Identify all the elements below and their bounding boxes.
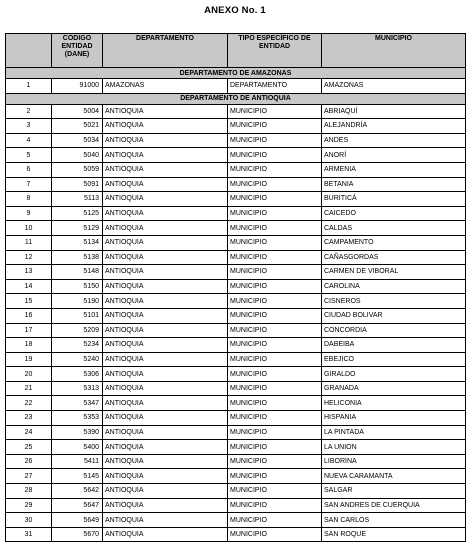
row-index: 18 [6,338,52,353]
row-index: 25 [6,440,52,455]
row-municipality: DABEIBA [322,338,466,353]
row-entity-type: MUNICIPIO [228,162,322,177]
header-department: DEPARTAMENTO [103,34,228,68]
row-entity-type: MUNICIPIO [228,265,322,280]
row-dane-code: 5004 [52,104,103,119]
row-dane-code: 5353 [52,411,103,426]
table-row [6,250,466,265]
row-dane-code: 5148 [52,265,103,280]
row-municipality: ANORÍ [322,148,466,163]
row-municipality: CALDAS [322,221,466,236]
row-department: ANTIOQUIA [103,162,228,177]
table-row [6,454,466,469]
row-dane-code: 5150 [52,279,103,294]
row-entity-type: MUNICIPIO [228,250,322,265]
row-entity-type: MUNICIPIO [228,381,322,396]
row-index: 10 [6,221,52,236]
row-index: 31 [6,527,52,542]
row-department: ANTIOQUIA [103,381,228,396]
row-municipality: CAÑASGORDAS [322,250,466,265]
section-row [6,68,466,79]
table-row [6,367,466,382]
table-row [6,396,466,411]
row-entity-type: MUNICIPIO [228,440,322,455]
table-row [6,484,466,499]
row-entity-type: MUNICIPIO [228,323,322,338]
row-entity-type: MUNICIPIO [228,206,322,221]
row-municipality: CAICEDO [322,206,466,221]
row-index: 28 [6,484,52,499]
table-row [6,279,466,294]
row-municipality: BETANIA [322,177,466,192]
row-entity-type: MUNICIPIO [228,279,322,294]
row-entity-type: MUNICIPIO [228,425,322,440]
row-index: 3 [6,119,52,134]
row-dane-code: 5034 [52,133,103,148]
row-department: ANTIOQUIA [103,440,228,455]
row-entity-type: MUNICIPIO [228,527,322,542]
row-index: 22 [6,396,52,411]
row-dane-code: 5101 [52,308,103,323]
row-dane-code: 5145 [52,469,103,484]
table-row [6,177,466,192]
row-department: ANTIOQUIA [103,133,228,148]
row-municipality: EBEJICO [322,352,466,367]
row-entity-type: MUNICIPIO [228,104,322,119]
table-row [6,192,466,207]
table-row [6,527,466,542]
row-dane-code: 5347 [52,396,103,411]
table-row [6,308,466,323]
row-municipality: HISPANIA [322,411,466,426]
row-dane-code: 5091 [52,177,103,192]
row-municipality: ALEJANDRÍA [322,119,466,134]
row-index: 5 [6,148,52,163]
table-row [6,294,466,309]
row-entity-type: MUNICIPIO [228,469,322,484]
row-dane-code: 5134 [52,235,103,250]
row-municipality: GRANADA [322,381,466,396]
row-department: ANTIOQUIA [103,279,228,294]
row-entity-type: MUNICIPIO [228,148,322,163]
table-row [6,235,466,250]
row-department: ANTIOQUIA [103,192,228,207]
row-department: ANTIOQUIA [103,104,228,119]
row-index: 19 [6,352,52,367]
row-municipality: CAROLINA [322,279,466,294]
row-municipality: LIBORINA [322,454,466,469]
row-municipality: CIUDAD BOLIVAR [322,308,466,323]
row-municipality: ABRIAQUÍ [322,104,466,119]
row-entity-type: MUNICIPIO [228,484,322,499]
header-index [6,34,52,68]
row-index: 7 [6,177,52,192]
table-row [6,513,466,528]
row-department: ANTIOQUIA [103,425,228,440]
table-row [6,469,466,484]
row-index: 26 [6,454,52,469]
row-index: 15 [6,294,52,309]
row-dane-code: 5400 [52,440,103,455]
row-department: ANTIOQUIA [103,454,228,469]
section-heading: DEPARTAMENTO DE AMAZONAS [6,68,466,79]
row-index: 14 [6,279,52,294]
row-index: 1 [6,79,52,94]
row-dane-code: 5125 [52,206,103,221]
row-department: ANTIOQUIA [103,177,228,192]
row-entity-type: MUNICIPIO [228,119,322,134]
table-row [6,425,466,440]
row-department: ANTIOQUIA [103,513,228,528]
header-entity-type: TIPO ESPECÍFICO DE ENTIDAD [228,34,322,68]
row-entity-type: MUNICIPIO [228,513,322,528]
row-index: 27 [6,469,52,484]
row-dane-code: 5240 [52,352,103,367]
row-dane-code: 5059 [52,162,103,177]
header-municipality: MUNICIPIO [322,34,466,68]
row-entity-type: DEPARTAMENTO [228,79,322,94]
row-entity-type: MUNICIPIO [228,294,322,309]
row-index: 30 [6,513,52,528]
row-entity-type: MUNICIPIO [228,221,322,236]
table-body [6,68,466,542]
row-entity-type: MUNICIPIO [228,177,322,192]
row-entity-type: MUNICIPIO [228,498,322,513]
row-department: AMAZONAS [103,79,228,94]
row-municipality: LA PINTADA [322,425,466,440]
table-row [6,323,466,338]
row-entity-type: MUNICIPIO [228,192,322,207]
row-entity-type: MUNICIPIO [228,338,322,353]
row-entity-type: MUNICIPIO [228,454,322,469]
row-department: ANTIOQUIA [103,396,228,411]
row-index: 12 [6,250,52,265]
row-index: 11 [6,235,52,250]
row-department: ANTIOQUIA [103,308,228,323]
row-department: ANTIOQUIA [103,484,228,499]
table-row [6,133,466,148]
row-department: ANTIOQUIA [103,527,228,542]
row-department: ANTIOQUIA [103,221,228,236]
row-municipality: SAN CARLOS [322,513,466,528]
row-municipality: ARMENIA [322,162,466,177]
row-municipality: LA UNION [322,440,466,455]
row-municipality: HELICONIA [322,396,466,411]
row-municipality: ANDES [322,133,466,148]
table-row [6,352,466,367]
row-entity-type: MUNICIPIO [228,367,322,382]
row-municipality: CARMEN DE VIBORAL [322,265,466,280]
row-department: ANTIOQUIA [103,469,228,484]
table-row [6,381,466,396]
row-index: 21 [6,381,52,396]
row-dane-code: 91000 [52,79,103,94]
header-row [6,34,466,68]
row-municipality: NUEVA CARAMANTA [322,469,466,484]
row-index: 9 [6,206,52,221]
row-dane-code: 5138 [52,250,103,265]
row-dane-code: 5190 [52,294,103,309]
row-department: ANTIOQUIA [103,206,228,221]
row-department: ANTIOQUIA [103,265,228,280]
row-index: 13 [6,265,52,280]
section-heading: DEPARTAMENTO DE ANTIOQUIA [6,93,466,104]
row-dane-code: 5390 [52,425,103,440]
row-index: 23 [6,411,52,426]
table-row [6,79,466,94]
row-dane-code: 5129 [52,221,103,236]
row-index: 17 [6,323,52,338]
row-department: ANTIOQUIA [103,294,228,309]
row-dane-code: 5040 [52,148,103,163]
row-index: 20 [6,367,52,382]
row-index: 8 [6,192,52,207]
table-header [6,34,466,68]
row-dane-code: 5649 [52,513,103,528]
row-municipality: CAMPAMENTO [322,235,466,250]
table-row [6,221,466,236]
row-index: 16 [6,308,52,323]
row-municipality: GIRALDO [322,367,466,382]
row-index: 29 [6,498,52,513]
row-dane-code: 5670 [52,527,103,542]
row-municipality: CONCORDIA [322,323,466,338]
row-index: 6 [6,162,52,177]
row-entity-type: MUNICIPIO [228,411,322,426]
row-entity-type: MUNICIPIO [228,235,322,250]
row-entity-type: MUNICIPIO [228,352,322,367]
row-index: 4 [6,133,52,148]
table-row [6,338,466,353]
row-dane-code: 5306 [52,367,103,382]
table-row [6,162,466,177]
row-department: ANTIOQUIA [103,338,228,353]
row-department: ANTIOQUIA [103,323,228,338]
row-municipality: SAN ANDRES DE CUERQUIA [322,498,466,513]
row-department: ANTIOQUIA [103,498,228,513]
row-entity-type: MUNICIPIO [228,308,322,323]
header-dane-code: CÓDIGO ENTIDAD (DANE) [52,34,103,68]
row-department: ANTIOQUIA [103,411,228,426]
row-dane-code: 5113 [52,192,103,207]
row-dane-code: 5642 [52,484,103,499]
row-department: ANTIOQUIA [103,235,228,250]
document-title: ANEXO No. 1 [204,5,266,16]
row-municipality: CISNEROS [322,294,466,309]
row-municipality: BURITICÁ [322,192,466,207]
row-dane-code: 5313 [52,381,103,396]
row-department: ANTIOQUIA [103,119,228,134]
row-municipality: AMAZONAS [322,79,466,94]
table-row [6,411,466,426]
table-row [6,498,466,513]
row-index: 2 [6,104,52,119]
row-entity-type: MUNICIPIO [228,133,322,148]
table-row [6,104,466,119]
row-dane-code: 5411 [52,454,103,469]
row-municipality: SALGAR [322,484,466,499]
row-entity-type: MUNICIPIO [228,396,322,411]
row-department: ANTIOQUIA [103,367,228,382]
row-dane-code: 5647 [52,498,103,513]
entity-table [5,33,466,542]
row-dane-code: 5021 [52,119,103,134]
row-municipality: SAN ROQUE [322,527,466,542]
table-row [6,206,466,221]
table-row [6,440,466,455]
row-department: ANTIOQUIA [103,352,228,367]
table-row [6,265,466,280]
table-row [6,119,466,134]
row-dane-code: 5234 [52,338,103,353]
table-row [6,148,466,163]
row-index: 24 [6,425,52,440]
section-row [6,93,466,104]
row-department: ANTIOQUIA [103,250,228,265]
row-dane-code: 5209 [52,323,103,338]
row-department: ANTIOQUIA [103,148,228,163]
